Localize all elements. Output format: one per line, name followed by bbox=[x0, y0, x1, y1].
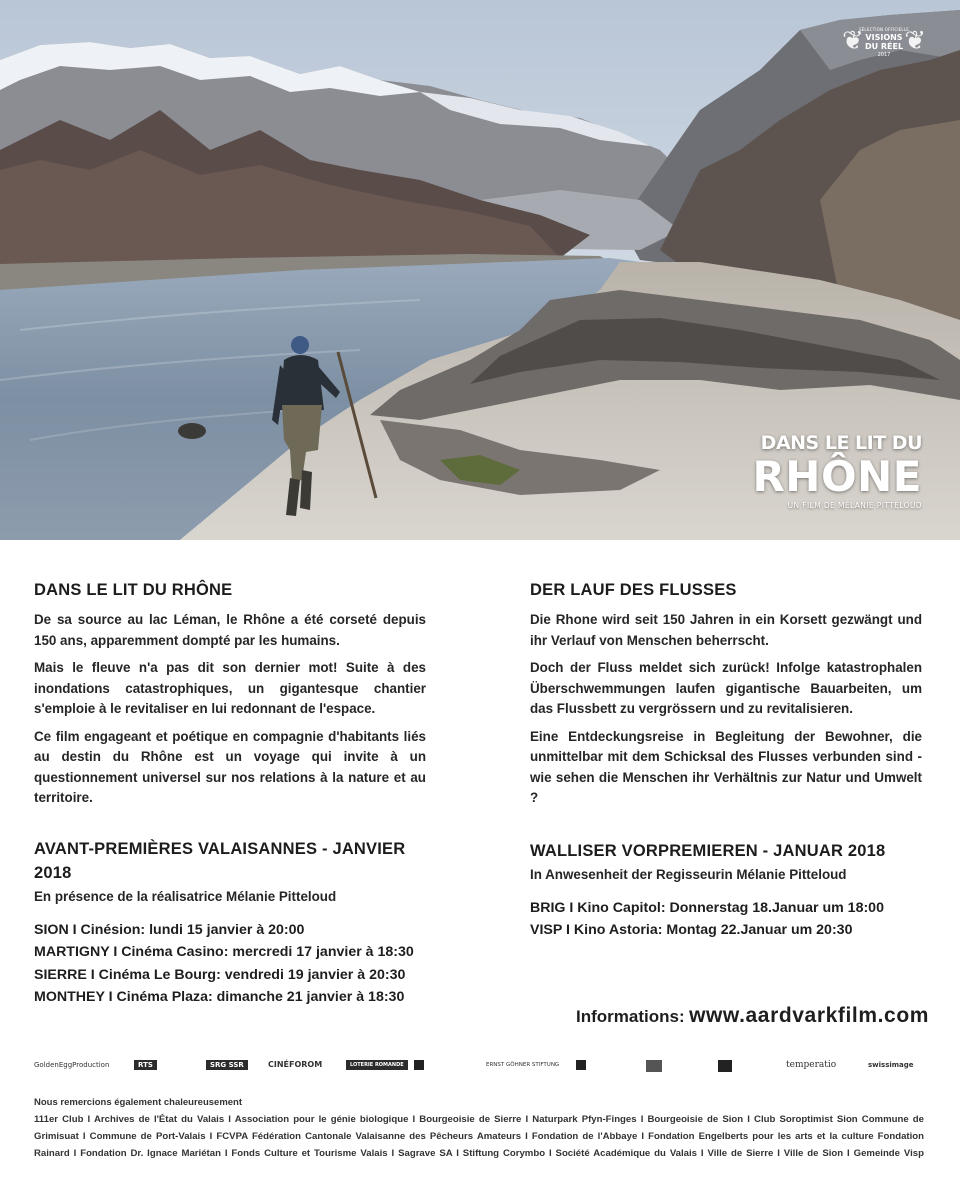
film-title-block bbox=[752, 432, 922, 512]
german-column bbox=[530, 578, 922, 942]
de-screening-visp: VISP I Kino Astoria: Montag 22.Januar um 20:30 bbox=[530, 922, 853, 938]
info-line bbox=[576, 1004, 930, 1028]
fr-screenings-subtitle: En présence de la réalisatrice Mélanie Pitteloud bbox=[34, 888, 337, 904]
de-paragraph-3: Eine Entdeckungsreise in Begleitung der Bewohner, die unmittelbar mit dem Schicksal des Flusses verbunden sind - wie sehen die Menschen ihr Verhältnis zur Natur und Umwelt ? bbox=[530, 728, 922, 805]
fr-screening-monthey: MONTHEY I Cinéma Plaza: dimanche 21 janvier à 18:30 bbox=[34, 989, 405, 1005]
french-column bbox=[34, 578, 426, 1009]
thanks-heading: Nous remercions également chaleureusement bbox=[34, 1097, 243, 1108]
fondation-mark-icon bbox=[718, 1060, 732, 1072]
thanks-section bbox=[34, 1096, 924, 1162]
festival-year: 2017 bbox=[877, 52, 891, 58]
logo-ernst-gohner: ERNST GÖHNER STIFTUNG bbox=[486, 1062, 560, 1068]
logo-goldenegg: GoldenEggProduction bbox=[34, 1061, 110, 1069]
laurel-left-icon: ❦ bbox=[842, 26, 864, 56]
film-title-line1: DANS LE LIT DU bbox=[760, 432, 922, 454]
info-label: Informations: bbox=[576, 1007, 685, 1026]
loterie-square-icon bbox=[576, 1060, 586, 1070]
festival-name bbox=[854, 34, 914, 51]
pourcent-mark-icon bbox=[646, 1060, 662, 1072]
fr-screening-sierre: SIERRE I Cinéma Le Bourg: vendredi 19 janvier à 20:30 bbox=[34, 966, 406, 983]
fr-paragraph-2: Mais le fleuve n'a pas dit son dernier mot! Suite à des inondations catastrophiques, un gigantesque chantier s'emploie à le revitaliser en lui redonnant de l'espace. bbox=[34, 660, 426, 716]
de-screening-brig: BRIG I Kino Capitol: Donnerstag 18.Januar um 18:00 bbox=[530, 899, 884, 916]
logo-pourcent-culturel bbox=[646, 1060, 664, 1072]
hero-photo bbox=[0, 0, 960, 540]
canton-shield-icon bbox=[414, 1060, 424, 1070]
de-paragraph-2: Doch der Fluss meldet sich zurück! Infolge katastrophalen Überschwemmungen laufen gigantische Bauarbeiten, um das Flussbett zu vergrössern und zu revitalisieren. bbox=[530, 660, 922, 716]
thanks-list: 111er Club I Archives de l'État du Valais I Association pour le génie biologique I Bourgeoisie de Sierre I Naturpark Pfyn-Finges I Bourgeoisie de Sion I Club Soroptimist Sion Commune de Grimisuat I Commune de Port-Valais I FCVPA Fédération Cantonale Valaisanne des Pêcheurs Amateurs I Fondation de l'Abbaye I Fondation Engelberts pour les arts et la culture Fondation Rainard I Fondation Dr. Ignace Mariétan I Fonds Culture et Tourisme Valais I Sagrave SA I Stiftung Corymbo I Société Académique du Valais I Ville de Sierre I Ville de Sion I Gemeinde Visp bbox=[34, 1114, 924, 1159]
de-screenings-subtitle: In Anwesenheit der Regisseurin Mélanie Pitteloud bbox=[530, 866, 847, 882]
de-paragraph-1: Die Rhone wird seit 150 Jahren in ein Korsett gezwängt und ihr Verlauf von Menschen beherrscht. bbox=[530, 612, 922, 648]
festival-laurels-badge bbox=[840, 24, 928, 64]
de-heading: DER LAUF DES FLUSSES bbox=[530, 581, 737, 599]
fr-screenings-heading: AVANT-PREMIÈRES VALAISANNES - JANVIER 2018 bbox=[34, 839, 406, 882]
partner-logos-row bbox=[34, 1052, 924, 1086]
laurel-right-icon: ❦ bbox=[904, 26, 926, 56]
logo-loterie bbox=[576, 1060, 588, 1070]
film-title-line2: RHÔNE bbox=[752, 452, 922, 501]
logo-swissimage: swissimage bbox=[868, 1061, 914, 1069]
logo-temperatio: temperatio bbox=[786, 1060, 837, 1070]
fr-screening-sion: SION I Cinésion: lundi 15 janvier à 20:00 bbox=[34, 921, 305, 938]
fr-screening-martigny: MARTIGNY I Cinéma Casino: mercredi 17 janvier à 18:30 bbox=[34, 944, 414, 960]
film-credit: UN FILM DE MÉLANIE PITTELOUD bbox=[787, 501, 922, 510]
logo-loterie-romande: LOTERIE ROMANDE bbox=[346, 1060, 408, 1070]
logo-cineforom: CINÉFOROM bbox=[268, 1060, 323, 1069]
de-screenings-heading: WALLISER VORPREMIEREN - JANUAR 2018 bbox=[530, 841, 886, 860]
festival-selection: SÉLECTION OFFICIELLE bbox=[858, 27, 910, 32]
logo-canton-valais bbox=[414, 1060, 426, 1070]
logo-rts: RTS bbox=[134, 1060, 157, 1070]
logo-srg-ssr: SRG SSR bbox=[206, 1060, 248, 1070]
festival-name-line2: DU RÉEL bbox=[864, 41, 904, 51]
fr-paragraph-1: De sa source au lac Léman, le Rhône a été corseté depuis 150 ans, apparemment dompté par les humains. bbox=[34, 612, 426, 648]
fr-heading: DANS LE LIT DU RHÔNE bbox=[34, 581, 233, 599]
festival-name-line1: VISIONS bbox=[865, 33, 903, 42]
website-link[interactable]: www.aardvarkfilm.com bbox=[689, 1004, 930, 1027]
logo-fondation bbox=[718, 1060, 734, 1072]
fr-paragraph-3: Ce film engageant et poétique en compagnie d'habitants liés au destin du Rhône est un voyage qui invite à un questionnement universel sur nos relations à la nature et au territoire. bbox=[34, 728, 426, 805]
